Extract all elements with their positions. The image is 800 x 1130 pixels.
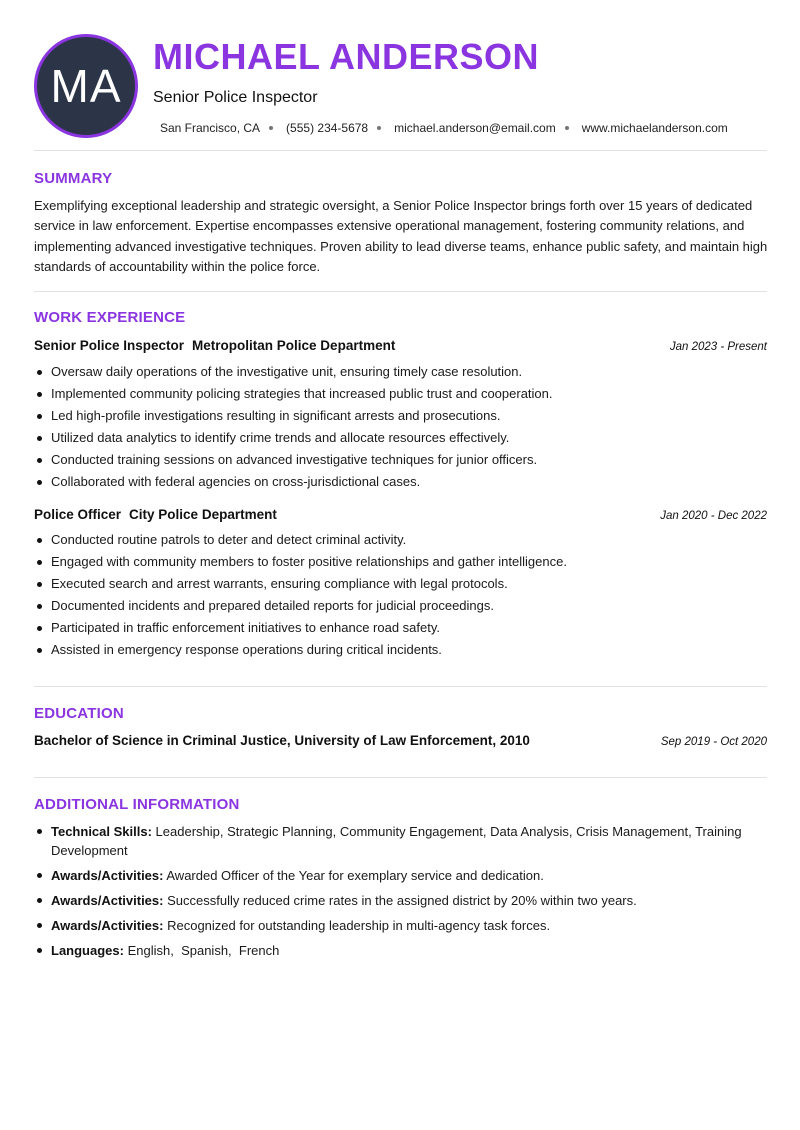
list-item: Documented incidents and prepared detailed reports for judicial proceedings.: [34, 595, 767, 617]
list-item: [34, 941, 767, 960]
contact-location: San Francisco, CA: [160, 121, 261, 135]
job-header: [34, 507, 767, 525]
list-item: Utilized data analytics to identify crime trends and allocate resources effectively.: [34, 427, 767, 449]
job-title: [34, 338, 395, 353]
summary-text: Exemplifying exceptional leadership and strategic oversight, a Senior Police Inspector brings forth over 15 years of dedicated service in law enforcement. Expertise encompasses extensive operational management, fostering community relations, and implementing advanced investigative techniques. Proven ability to lead diverse teams, enhance public safety, and maintain high standards of accountability within the police force.: [34, 198, 768, 274]
experience-heading: WORK EXPERIENCE: [34, 309, 186, 326]
divider: [34, 686, 767, 687]
job-role: Senior Police Inspector: [34, 338, 185, 353]
separator-dot: [377, 126, 381, 130]
additional-heading: ADDITIONAL INFORMATION: [34, 796, 240, 813]
item-text: Awarded Officer of the Year for exemplary service and dedication.: [166, 868, 544, 883]
summary-heading: SUMMARY: [34, 170, 113, 187]
list-item: Conducted training sessions on advanced investigative techniques for junior officers.: [34, 449, 767, 471]
job-company: City Police Department: [129, 507, 277, 522]
job-dates: Jan 2020 - Dec 2022: [660, 510, 767, 522]
list-item: Implemented community policing strategies that increased public trust and cooperation.: [34, 383, 767, 405]
contact-bar: [160, 121, 728, 135]
avatar: [34, 34, 138, 138]
job-header: [34, 338, 767, 356]
item-label: Languages:: [51, 943, 124, 958]
contact-website[interactable]: www.michaelanderson.com: [581, 121, 728, 135]
list-item: Led high-profile investigations resulting in significant arrests and prosecutions.: [34, 405, 767, 427]
list-item: Conducted routine patrols to deter and detect criminal activity.: [34, 529, 767, 551]
job-bullets: [34, 529, 767, 661]
avatar-initials: MA: [50, 60, 122, 112]
additional-list: [34, 822, 767, 966]
education-dates: Sep 2019 - Oct 2020: [660, 736, 767, 748]
job-role: Police Officer: [34, 507, 122, 522]
list-item: Assisted in emergency response operations during critical incidents.: [34, 639, 767, 661]
job-company: Metropolitan Police Department: [192, 338, 396, 353]
item-text: Recognized for outstanding leadership in multi-agency task forces.: [167, 918, 551, 933]
contact-phone: (555) 234-5678: [286, 121, 369, 135]
item-text: English, Spanish, French: [127, 943, 280, 958]
job-title: [34, 507, 277, 522]
education-heading: EDUCATION: [34, 705, 124, 722]
education-entry: [34, 733, 767, 751]
item-label: Awards/Activities:: [51, 868, 164, 883]
list-item: [34, 891, 767, 910]
contact-email[interactable]: michael.anderson@email.com: [394, 121, 556, 135]
item-text: Leadership, Strategic Planning, Community Engagement, Data Analysis, Crisis Management, Training Development: [51, 824, 742, 858]
separator-dot: [269, 126, 273, 130]
divider: [34, 777, 767, 778]
list-item: Participated in traffic enforcement initiatives to enhance road safety.: [34, 617, 767, 639]
divider: [34, 150, 767, 151]
list-item: Oversaw daily operations of the investigative unit, ensuring timely case resolution.: [34, 361, 767, 383]
divider: [34, 291, 767, 292]
item-label: Awards/Activities:: [51, 893, 164, 908]
candidate-role: Senior Police Inspector: [153, 89, 318, 106]
list-item: Engaged with community members to foster positive relationships and gather intelligence.: [34, 551, 767, 573]
separator-dot: [565, 126, 569, 130]
item-label: Awards/Activities:: [51, 918, 164, 933]
list-item: Collaborated with federal agencies on cross-jurisdictional cases.: [34, 471, 767, 493]
candidate-name: MICHAEL ANDERSON: [153, 36, 540, 77]
item-label: Technical Skills:: [51, 824, 152, 839]
job-bullets: [34, 361, 767, 493]
job-dates: Jan 2023 - Present: [669, 341, 767, 353]
item-text: Successfully reduced crime rates in the assigned district by 20% within two years.: [167, 893, 637, 908]
list-item: [34, 822, 767, 860]
list-item: [34, 916, 767, 935]
list-item: Executed search and arrest warrants, ensuring compliance with legal protocols.: [34, 573, 767, 595]
education-degree: Bachelor of Science in Criminal Justice, University of Law Enforcement, 2010: [34, 733, 530, 748]
list-item: [34, 866, 767, 885]
